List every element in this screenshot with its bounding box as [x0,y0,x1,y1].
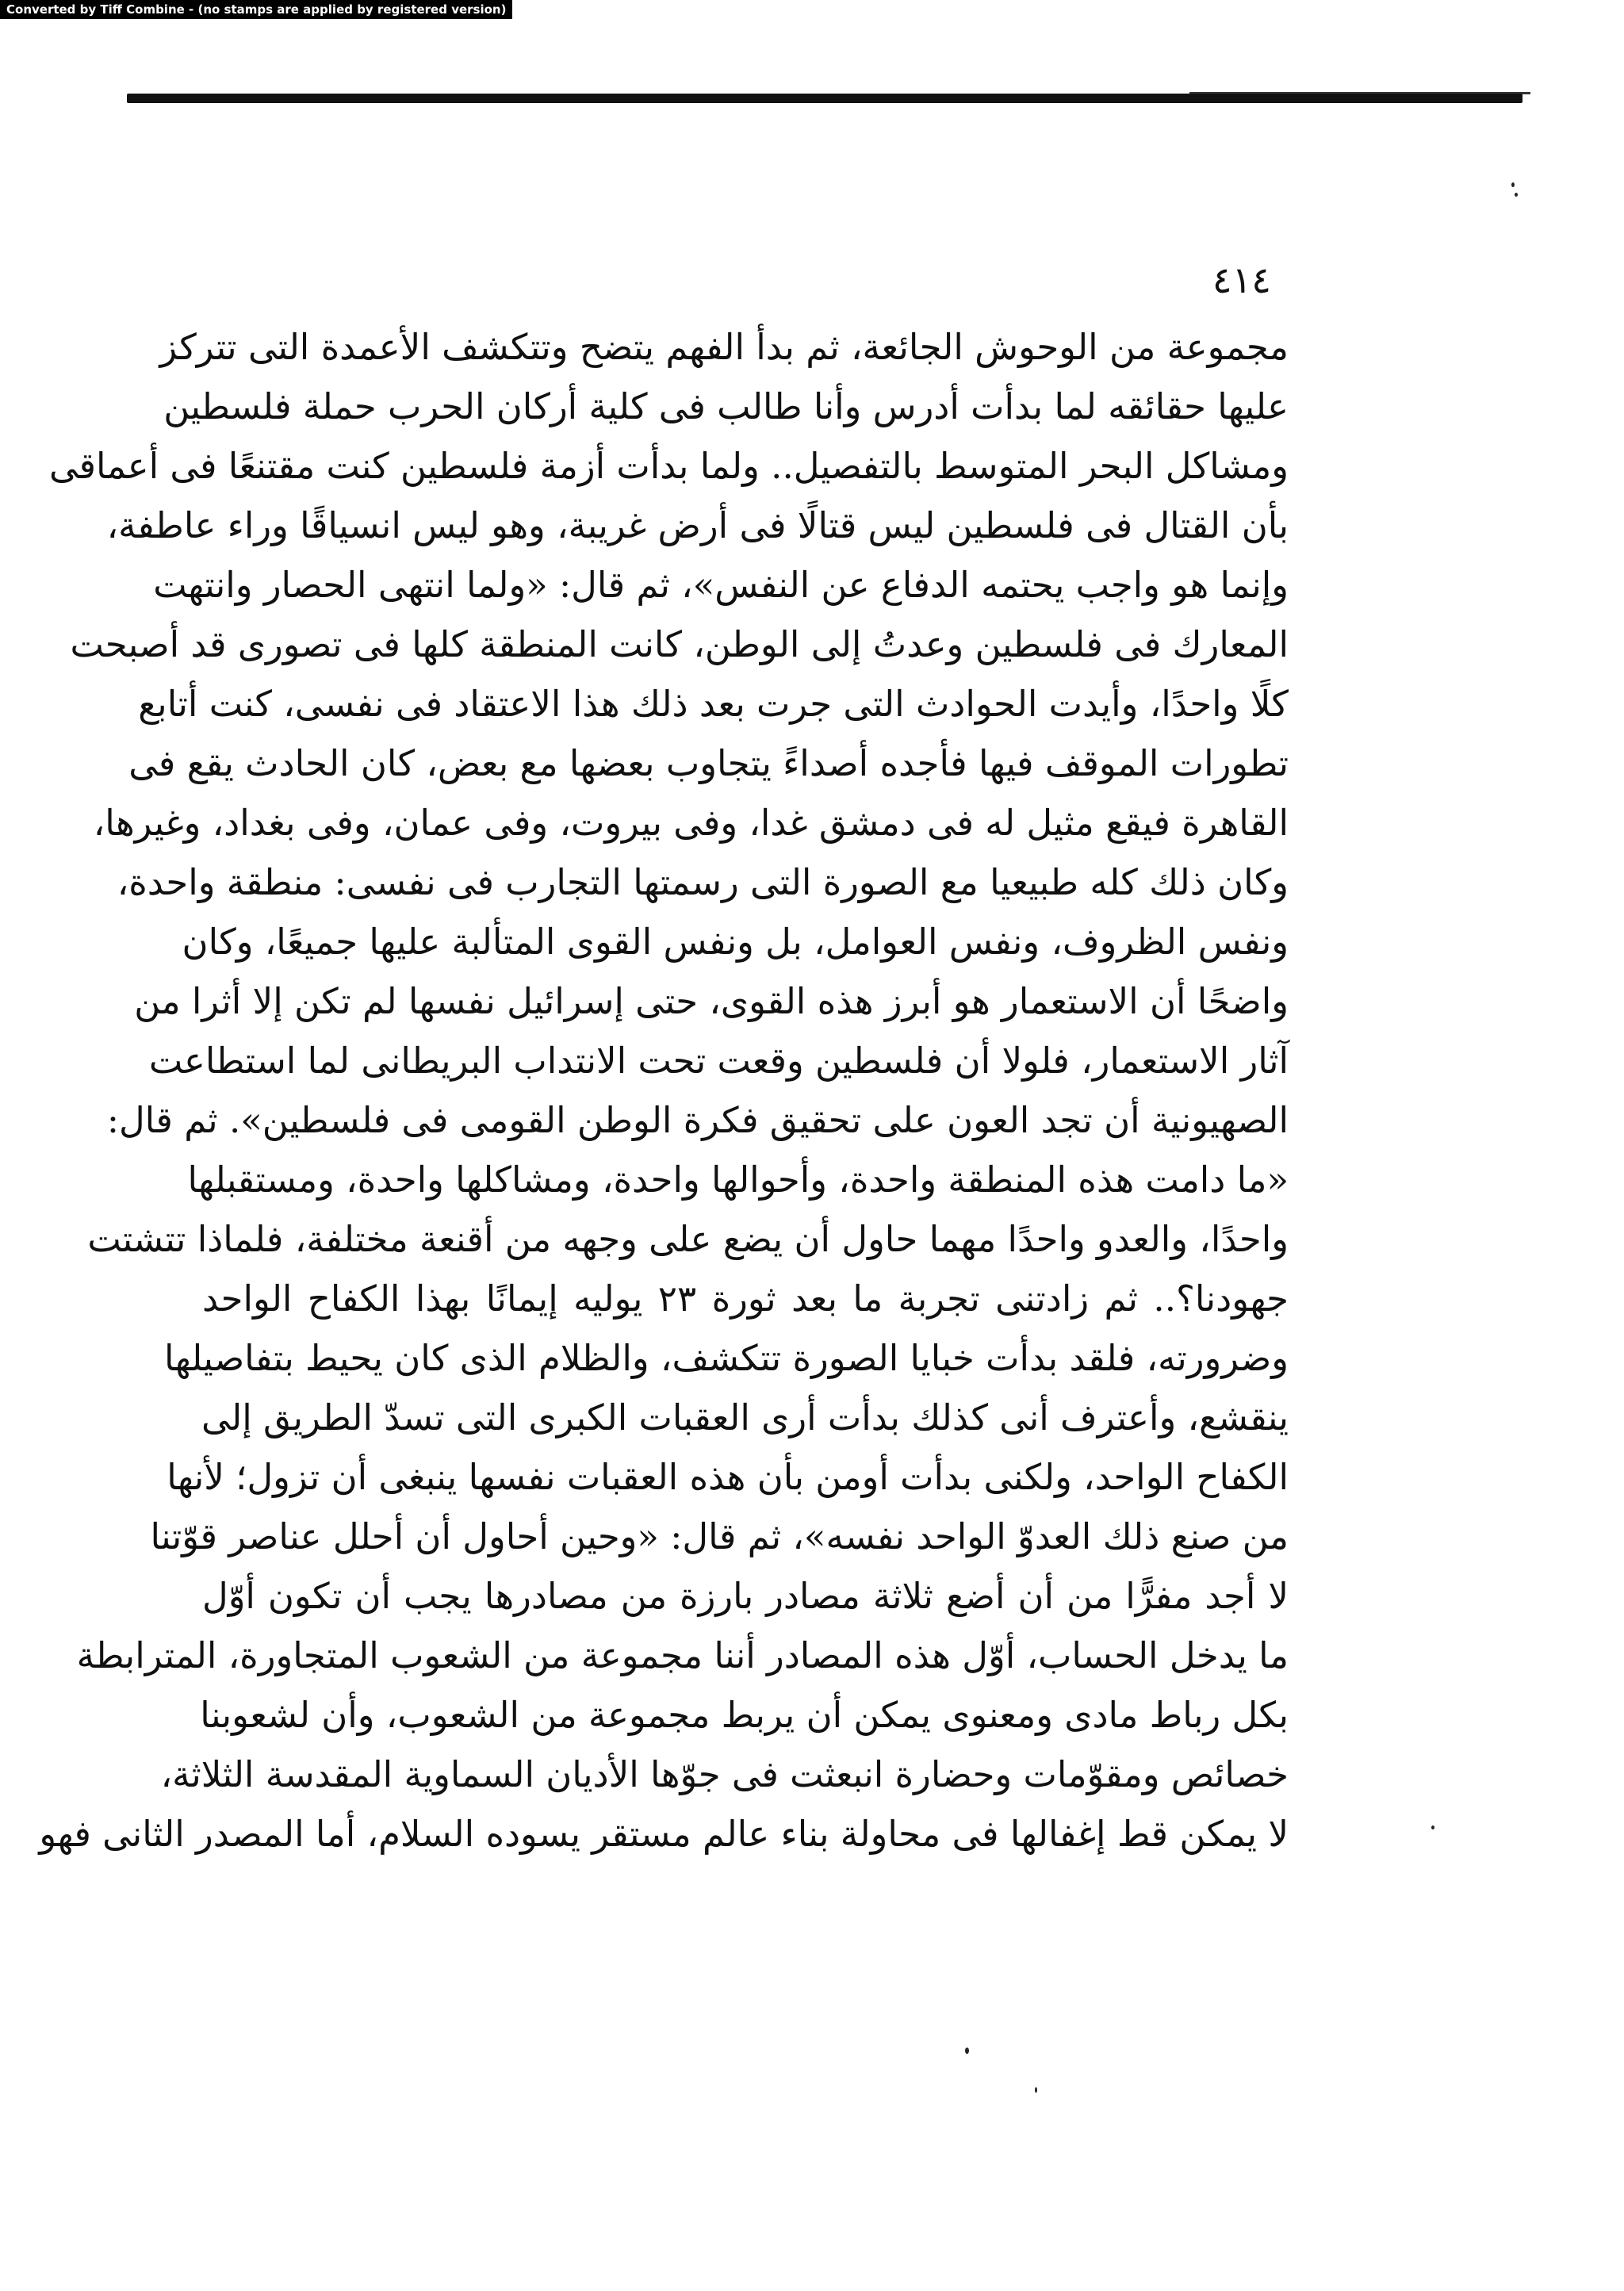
body-line: واضحًا أن الاستعمار هو أبرز هذه القوى، حتى إسرائيل نفسها لم تكن إلا أثرا من [134,980,1289,1022]
body-line: من صنع ذلك العدوّ الواحد نفسه»، ثم قال: «وحين أحاول أن أحلل عناصر قوّتنا [150,1515,1289,1557]
body-line: لا أجد مفرًّا من أن أضع ثلاثة مصادر بارزة من مصادرها يجب أن تكون أوّل [202,1575,1289,1617]
body-line: الصهيونية أن تجد العون على تحقيق فكرة الوطن القومى فى فلسطين». ثم قال: [106,1099,1289,1141]
body-line: القاهرة فيقع مثيل له فى دمشق غدا، وفى بيروت، وفى عمان، وفى بغداد، وغيرها، [93,802,1289,844]
body-line: ونفس الظروف، ونفس العوامل، بل ونفس القوى المتألبة عليها جميعًا، وكان [182,921,1289,963]
body-line: عليها حقائقه لما بدأت أدرس وأنا طالب فى كلية أركان الحرب حملة فلسطين [163,385,1289,427]
body-line: واحدًا، والعدو واحدًا مهما حاول أن يضع على وجهه من أقنعة مختلفة، فلماذا تتشتت [87,1218,1289,1260]
body-line: آثار الاستعمار، فلولا أن فلسطين وقعت تحت الانتداب البريطانى لما استطاعت [148,1040,1289,1082]
page-number: ٤١٤ [1212,259,1271,301]
body-line: كلًا واحدًا، وأيدت الحوادث التى جرت بعد ذلك هذا الاعتقاد فى نفسى، كنت أتابع [138,683,1289,725]
body-line: خصائص ومقوّمات وحضارة انبعثت فى جوّها الأديان السماوية المقدسة الثلاثة، [160,1753,1289,1795]
body-line: المعارك فى فلسطين وعدتُ إلى الوطن، كانت المنطقة كلها فى تصورى قد أصبحت [70,623,1289,665]
body-line: بأن القتال فى فلسطين ليس قتالًا فى أرض غريبة، وهو ليس انسياقًا وراء عاطفة، [106,504,1289,546]
body-line: وكان ذلك كله طبيعيا مع الصورة التى رسمتها التجارب فى نفسى: منطقة واحدة، [117,861,1289,903]
body-line: مجموعة من الوحوش الجائعة، ثم بدأ الفهم يتضح وتتكشف الأعمدة التى تتركز [159,326,1289,368]
converter-banner: Converted by Tiff Combine - (no stamps are applied by registered version) [0,0,512,19]
body-line: بكل رباط مادى ومعنوى يمكن أن يربط مجموعة من الشعوب، وأن لشعوبنا [200,1694,1289,1736]
body-line: تطورات الموقف فيها فأجده أصداءً يتجاوب بعضها مع بعض، كان الحادث يقع فى [128,742,1289,784]
header-rule [127,94,1522,103]
body-line: الكفاح الواحد، ولكنى بدأت أومن بأن هذه العقبات نفسها ينبغى أن تزول؛ لأنها [167,1456,1289,1498]
body-line: ومشاكل البحر المتوسط بالتفصيل.. ولما بدأت أزمة فلسطين كنت مقتنعًا فى أعماقى [49,445,1289,487]
body-text [39,317,1289,1864]
body-line: ما يدخل الحساب، أوّل هذه المصادر أننا مجموعة من الشعوب المتجاورة، المترابطة [76,1634,1289,1676]
body-line: وضرورته، فلقد بدأت خبايا الصورة تتكشف، والظلام الذى كان يحيط بتفاصيلها [164,1337,1289,1379]
scan-speck [1035,2087,1037,2093]
scan-speck [1511,182,1515,187]
scan-speck [965,2048,969,2054]
scan-speck [1515,193,1518,197]
body-line: لا يمكن قط إغفالها فى محاولة بناء عالم مستقر يسوده السلام، أما المصدر الثانى فهو [39,1813,1289,1855]
body-line: ينقشع، وأعترف أنى كذلك بدأت أرى العقبات الكبرى التى تسدّ الطريق إلى [201,1396,1289,1439]
body-line: «ما دامت هذه المنطقة واحدة، وأحوالها واحدة، ومشاكلها واحدة، ومستقبلها [187,1159,1289,1201]
body-line: وإنما هو واجب يحتمه الدفاع عن النفس»، ثم قال: «ولما انتهى الحصار وانتهت [153,564,1289,606]
body-line: جهودنا؟.. ثم زادتنى تجربة ما بعد ثورة ٢٣ يوليه إيمانًا بهذا الكفاح الواحد [202,1278,1289,1320]
scan-speck [1431,1826,1434,1829]
